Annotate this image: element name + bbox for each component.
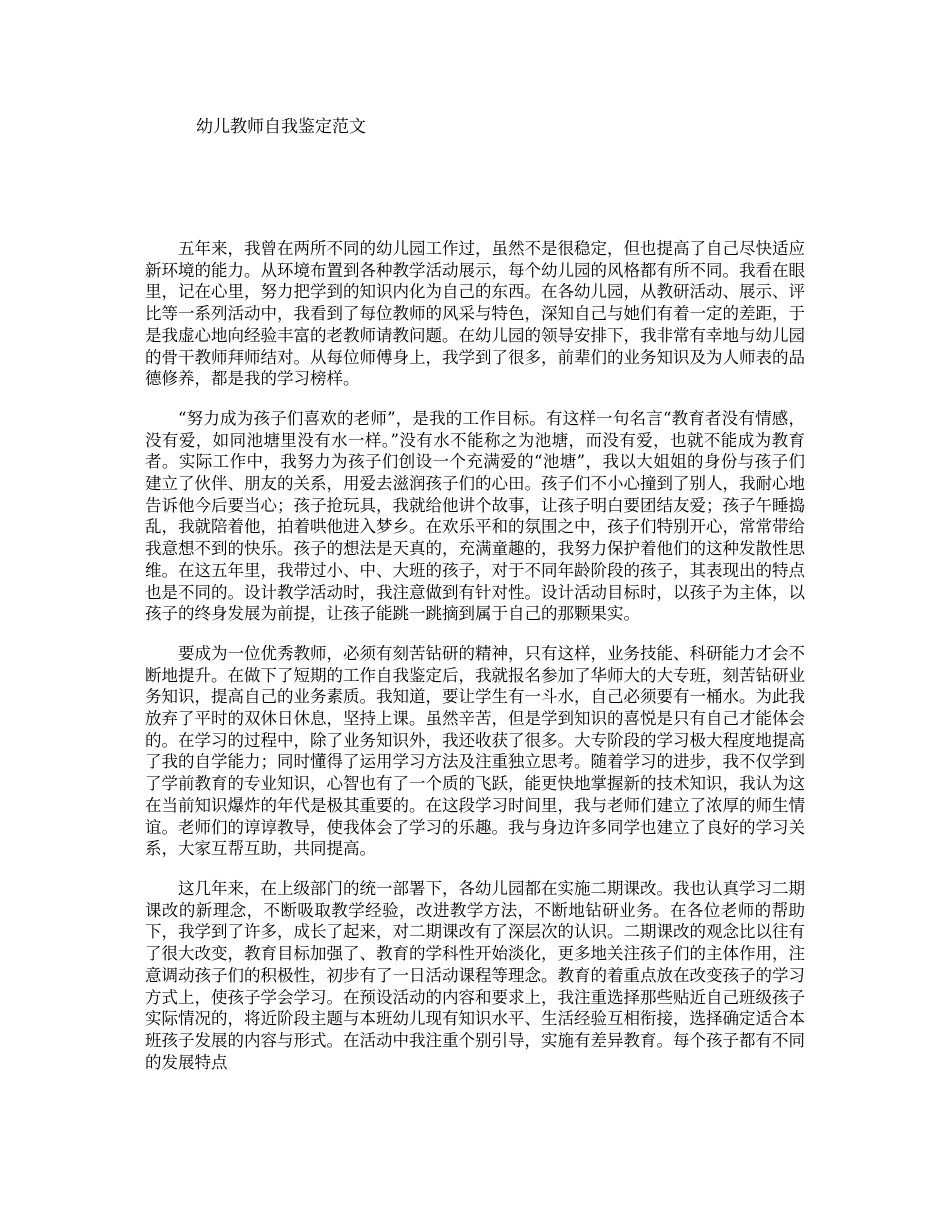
- paragraph-3: 要成为一位优秀教师，必须有刻苦钻研的精神，只有这样，业务技能、科研能力才会不断地提升。在做下了短期的工作自我鉴定后，我就报名参加了华师大的大专班，刻苦钻研业务知识，提高自己的业务素质。我知道，要让学生有一斗水，自己必须要有一桶水。为此我放弃了平时的双休日休息，坚持上课。虽然辛苦，但是学到知识的喜悦是只有自己才能体会的。在学习的过程中，除了业务知识外，我还收获了很多。大专阶段的学习极大程度地提高了我的自学能力；同时懂得了运用学习方法及注重独立思考。随着学习的进步，我不仅学到了学前教育的专业知识，心智也有了一个质的飞跃，能更快地掌握新的技术知识，我认为这在当前知识爆炸的年代是极其重要的。在这段学习时间里，我与老师们建立了浓厚的师生情谊。老师们的谆谆教导，使我体会了学习的乐趣。我与身边许多同学也建立了良好的学习关系，大家互帮互助，共同提高。: [145, 643, 805, 859]
- paragraph-2: “努力成为孩子们喜欢的老师”，是我的工作目标。有这样一句名言“教育者没有情感，没有爱，如同池塘里没有水一样。”没有水不能称之为池塘，而没有爱，也就不能成为教育者。实际工作中，我努力为孩子们创设一个充满爱的“池塘”，我以大姐姐的身份与孩子们建立了伙伴、朋友的关系，用爱去滋润孩子们的心田。孩子们不小心撞到了别人，我耐心地告诉他今后要当心；孩子抢玩具，我就给他讲个故事，让孩子明白要团结友爱；孩子午睡捣乱，我就陪着他，拍着哄他进入梦乡。在欢乐平和的氛围之中，孩子们特别开心，常常带给我意想不到的快乐。孩子的想法是天真的，充满童趣的，我努力保护着他们的这种发散性思维。在这五年里，我带过小、中、大班的孩子，对于不同年龄阶段的孩子，其表现出的特点也是不同的。设计教学活动时，我注意做到有针对性。设计活动目标时，以孩子为主体，以孩子的终身发展为前提，让孩子能跳一跳摘到属于自己的那颗果实。: [145, 408, 805, 624]
- paragraph-1: 五年来，我曾在两所不同的幼儿园工作过，虽然不是很稳定，但也提高了自己尽快适应新环境的能力。从环境布置到各种教学活动展示，每个幼儿园的风格都有所不同。我看在眼里，记在心里，努力把学到的知识内化为自己的东西。在各幼儿园，从教研活动、展示、评比等一系列活动中，我看到了每位教师的风采与特色，深知自己与她们有着一定的差距，于是我虚心地向经验丰富的老教师请教问题。在幼儿园的领导安排下，我非常有幸地与幼儿园的骨干教师拜师结对。从每位师傅身上，我学到了很多，前辈们的业务知识及为人师表的品德修养，都是我的学习榜样。: [145, 239, 805, 389]
- document-title: 幼儿教师自我鉴定范文: [196, 117, 366, 137]
- paragraph-4: 这几年来，在上级部门的统一部署下，各幼儿园都在实施二期课改。我也认真学习二期课改的新理念，不断吸取教学经验，改进教学方法，不断地钻研业务。在各位老师的帮助下，我学到了许多，成长了起来，对二期课改有了深层次的认识。二期课改的观念比以往有了很大改变，教育目标加强了、教育的学科性开始淡化，更多地关注孩子们的主体作用，注意调动孩子们的积极性，初步有了一日活动课程等理念。教育的着重点放在改变孩子的学习方式上，使孩子学会学习。在预设活动的内容和要求上，我注重选择那些贴近自己班级孩子实际情况的，将近阶段主题与本班幼儿现有知识水平、生活经验互相衔接，选择确定适合本班孩子发展的内容与形式。在活动中我注重个别引导，实施有差异教育。每个孩子都有不同的发展特点: [145, 878, 805, 1072]
- document-body: [145, 238, 805, 1091]
